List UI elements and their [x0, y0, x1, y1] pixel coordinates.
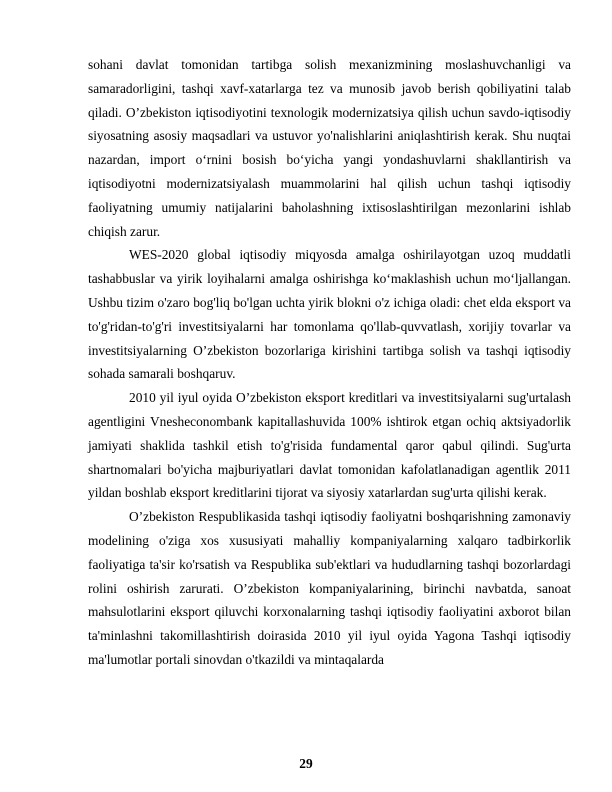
paragraph-3: 2010 yil iyul oyida O’zbekiston eksport kreditlari va investitsiyalarni sug'urtalash agentligini Vnesheconombank kapitallashuvida 100% ishtirok etgan ochiq aktsiyadorlik jamiyati shaklida tashkil etish to'g'risida fundamental qaror qabul qilindi. Sug'urta shartnomalari bo'yicha majburiyatlari davlat tomonidan kafolatlanadigan agentlik 2011 yildan boshlab eksport kreditlarini tijorat va siyosiy xatarlardan sug'urta qilishi kerak. — [88, 390, 571, 501]
paragraph-2: WES-2020 global iqtisodiy miqyosda amalga oshirilayotgan uzoq muddatli tashabbuslar va yirik loyihalarni amalga oshirishga ko‘maklashish uchun mo‘ljallangan. Ushbu tizim o'zaro bog'liq bo'lgan uchta yirik blokni o'z ichiga oladi: chet elda eksport va to'g'ridan-to'g'ri investitsiyalarni har tomonlama qo'llab-quvvatlash, xorijiy tovarlar va investitsiyalarning O’zbekiston bozorlariga kirishini tartibga solish va tashqi iqtisodiy sohada samarali boshqaruv. — [88, 247, 571, 382]
paragraph-1: sohani davlat tomonidan tartibga solish mexanizmining moslashuvchanligi va samaradorligini, tashqi xavf-xatarlarga tez va munosib javob berish qobiliyatini talab qiladi. O’zbekiston iqtisodiyotini texnologik modernizatsiya qilish uchun savdo-iqtisodiy siyosatning asosiy maqsadlari va ustuvor yo'nalishlarini aniqlashtirish kerak. Shu nuqtai nazardan, import o‘rnini bosish bo‘yicha yangi yondashuvlarni shakllantirish va iqtisodiyotni modernizatsiyalash muammolarini hal qilish uchun tashqi iqtisodiy faoliyatning umumiy natijalarini baholashning ixtisoslashtirilgan mezonlarini ishlab chiqish zarur. — [88, 57, 571, 239]
page-number: 29 — [299, 756, 313, 771]
paragraph-4: O’zbekiston Respublikasida tashqi iqtisodiy faoliyatni boshqarishning zamonaviy modelining o'ziga xos xususiyati mahalliy kompaniyalarning xalqaro tadbirkorlik faoliyatiga ta'sir ko'rsatish va Respublika sub'ektlari va hududlarning tashqi bozorlardagi rolini oshirish zarurati. O’zbekiston kompaniyalarining, birinchi navbatda, sanoat mahsulotlarini eksport qiluvchi korxonalarning tashqi iqtisodiy faoliyatini axborot bilan ta'minlashni takomillashtirish doirasida 2010 yil iyul oyida Yagona Tashqi iqtisodiy ma'lumotlar portali sinovdan o'tkazildi va mintaqalarda — [88, 509, 571, 667]
document-body — [88, 53, 571, 672]
